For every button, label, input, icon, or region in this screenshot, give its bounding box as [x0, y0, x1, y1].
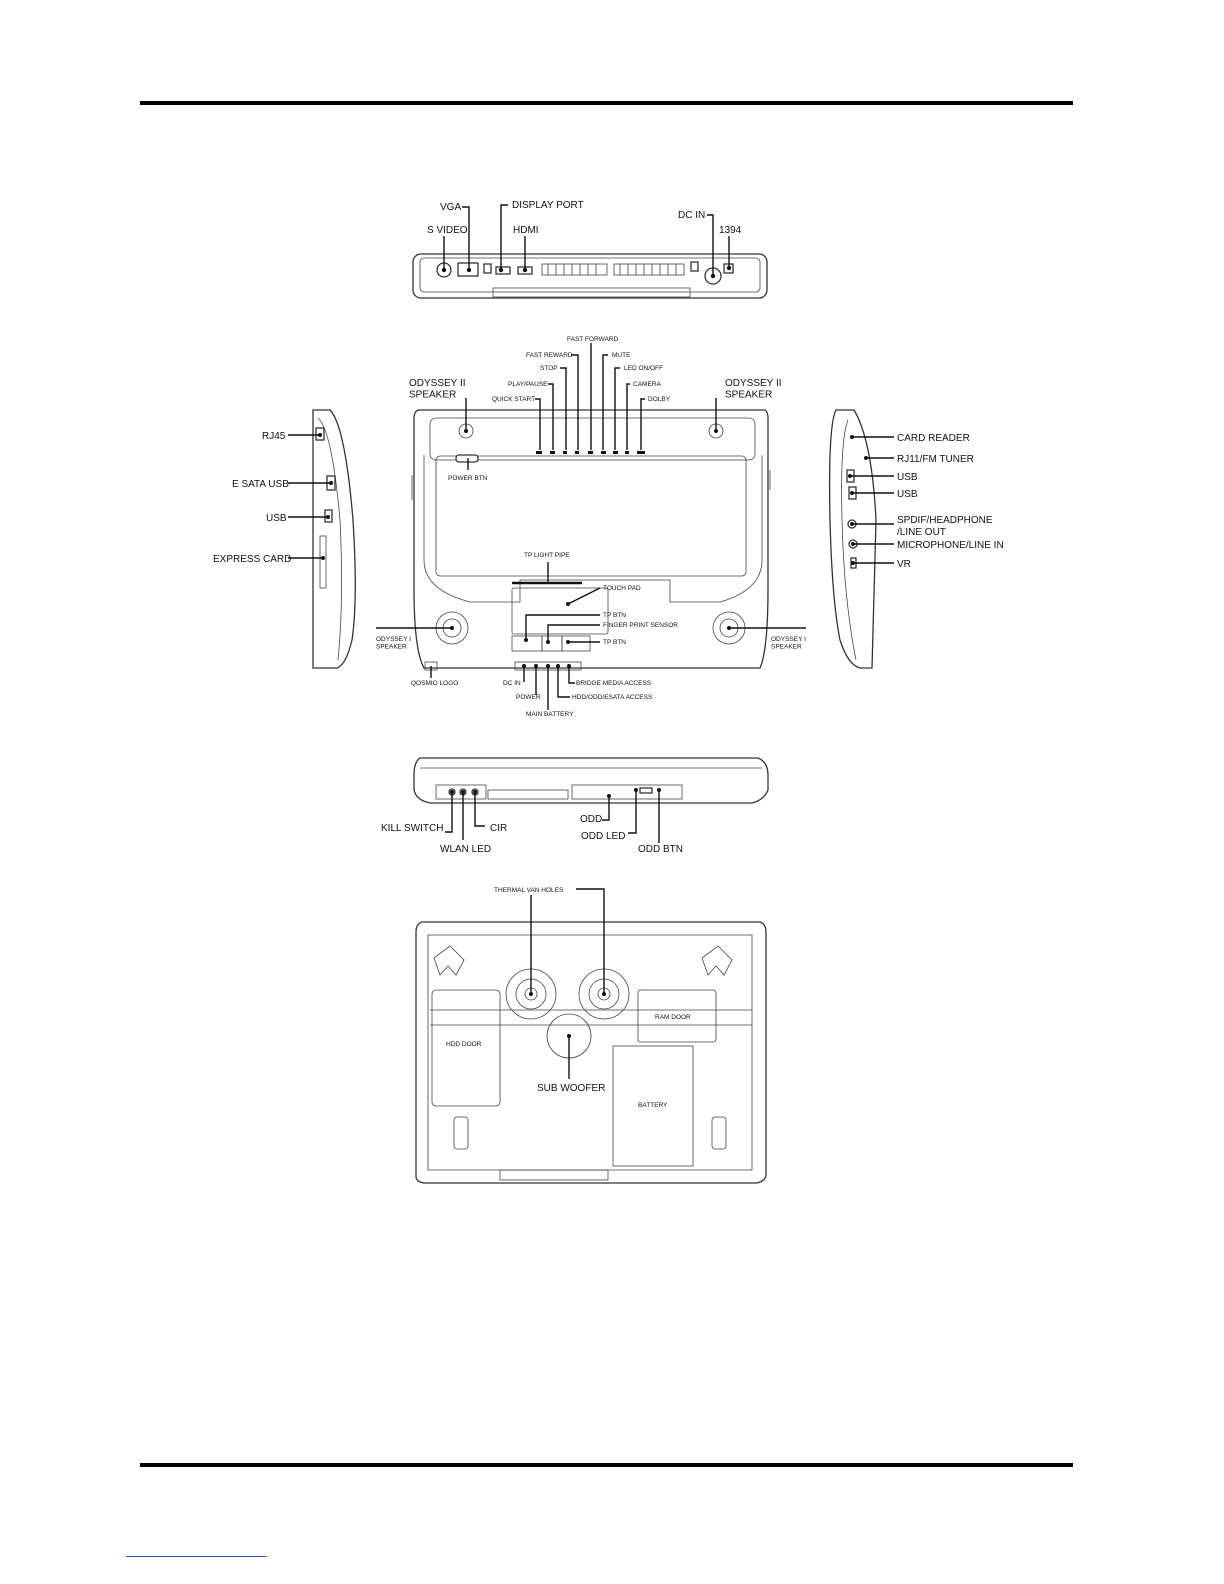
front-view — [381, 758, 768, 855]
power-led-label: POWER — [516, 694, 541, 701]
bridge-media-label: BRIDGE MEDIA ACCESS — [576, 680, 652, 687]
usb-left-label: USB — [266, 513, 287, 524]
label-line-1: ODYSSEY II — [725, 378, 782, 389]
tp-btn-label-lower: TP BTN — [603, 639, 626, 646]
rj11-label: RJ11/FM TUNER — [897, 454, 974, 465]
sub-woofer-label: SUB WOOFER — [537, 1083, 606, 1094]
hdmi-label: HDMI — [513, 225, 539, 236]
hdd-access-label: HDD/ODD/ESATA ACCESS — [572, 694, 653, 701]
display-port-label: DISPLAY PORT — [512, 200, 584, 211]
ram-door-label: RAM DOOR — [655, 1014, 691, 1021]
play-pause-label: PLAY/PAUSE — [508, 381, 548, 388]
touch-pad-label: TOUCH PAD — [603, 585, 641, 592]
rj45-label: RJ45 — [262, 431, 286, 442]
kill-switch-label: KILL SWITCH — [381, 823, 444, 834]
finger-print-label: FINGER PRINT SENSOR — [603, 622, 679, 629]
esata-usb-label: E SATA USB — [232, 479, 289, 490]
media-buttons — [536, 451, 645, 454]
main-battery-label: MAIN BATTERY — [526, 711, 574, 718]
line-out-label: /LINE OUT — [897, 527, 946, 538]
s-video-label: S VIDEO — [427, 225, 468, 236]
back-view — [413, 200, 767, 298]
label-line-2: SPEAKER — [376, 643, 407, 651]
speaker-ii-left-label — [409, 378, 466, 401]
bottom-view — [416, 887, 766, 1183]
odd-btn-label: ODD BTN — [638, 844, 683, 855]
usb-right-2-label: USB — [897, 489, 918, 500]
card-reader-label: CARD READER — [897, 433, 970, 444]
express-card-label: EXPRESS CARD — [213, 554, 292, 565]
label-line-1: ODYSSEY I — [376, 636, 411, 643]
label-line-2: SPEAKER — [725, 389, 773, 401]
label-line-1: ODYSSEY II — [409, 378, 466, 389]
tp-light-pipe-label: TP LIGHT PIPE — [524, 552, 570, 559]
left-side-view — [213, 410, 355, 668]
label-line-2: SPEAKER — [409, 389, 457, 401]
power-button — [456, 455, 478, 462]
right-side-view — [830, 410, 1004, 668]
tp-btn-label-upper: TP BTN — [603, 612, 626, 619]
mute-label: MUTE — [612, 352, 631, 359]
fast-reward-label: FAST REWARD — [526, 352, 573, 359]
wlan-led-label: WLAN LED — [440, 844, 492, 855]
speaker-i-right-label — [771, 636, 806, 650]
vga-label: VGA — [440, 202, 462, 213]
quick-start-label: QUICK START — [492, 396, 536, 403]
speaker-i-left-label — [376, 636, 411, 650]
stop-label: STOP — [540, 365, 558, 372]
power-btn-label: POWER BTN — [448, 475, 488, 482]
battery-label: BATTERY — [638, 1102, 668, 1109]
label-line-2: SPEAKER — [771, 643, 802, 651]
cir-label: CIR — [490, 823, 508, 834]
odd-led-label: ODD LED — [581, 831, 626, 842]
thermal-label: THERMAL VAN HOLES — [494, 887, 564, 894]
ieee1394-label: 1394 — [719, 225, 742, 236]
camera-label: CAMERA — [633, 381, 661, 388]
odd-button — [640, 788, 652, 793]
qosmio-logo-label: QOSMIO LOGO — [411, 680, 459, 687]
fast-forward-label: FAST FORWARD — [567, 336, 619, 343]
hdd-door-label: HDD DOOR — [446, 1041, 482, 1048]
dc-in-label: DC IN — [678, 210, 706, 221]
top-view — [376, 336, 806, 718]
led-onoff-label: LED ON/OFF — [624, 365, 664, 372]
dc-in-led-label: DC IN — [503, 680, 521, 687]
usb-right-1-label: USB — [897, 472, 918, 483]
speaker-ii-right-label — [725, 378, 782, 401]
odd-label: ODD — [580, 814, 603, 825]
label-line-1: ODYSSEY I — [771, 636, 806, 643]
spdif-label: SPDIF/HEADPHONE — [897, 515, 993, 526]
vr-label: VR — [897, 559, 911, 570]
microphone-label: MICROPHONE/LINE IN — [897, 540, 1004, 551]
dolby-label: DOLBY — [648, 396, 671, 403]
